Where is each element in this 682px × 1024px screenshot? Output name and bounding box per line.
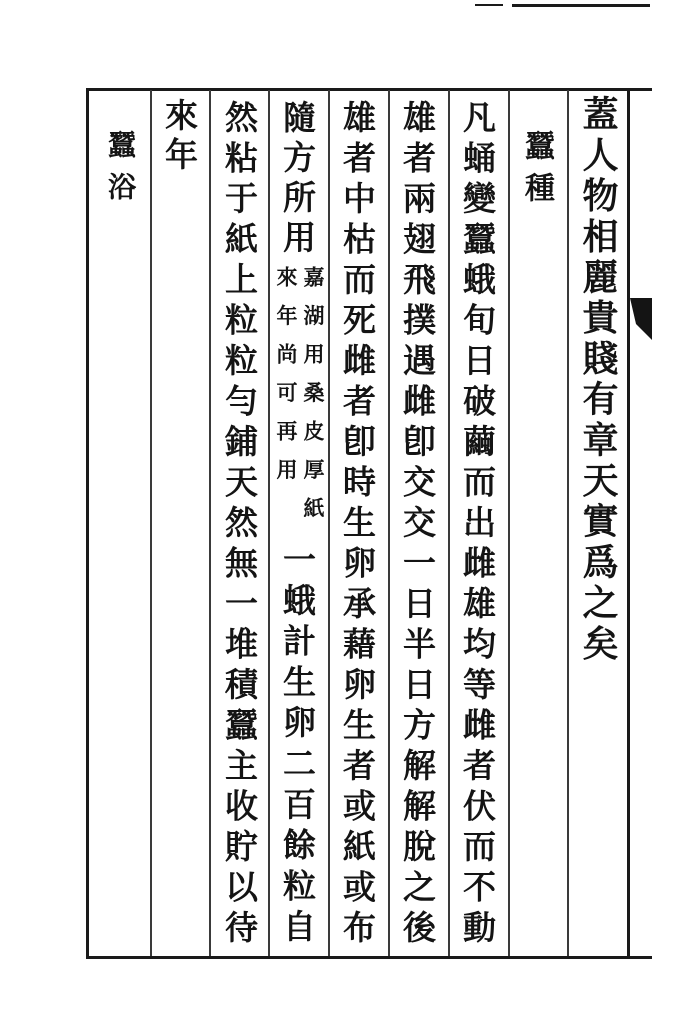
- annotation-note-left: 來年尚可再用: [274, 266, 299, 497]
- text-column-final: 來年: [160, 98, 199, 176]
- column-rule: [328, 90, 330, 956]
- page-frame-left: [86, 88, 89, 959]
- page-frame-center-fold: [627, 88, 630, 959]
- top-margin-mark-long: [512, 4, 650, 7]
- text-column: 雄者中枯而死雌者卽時生卵承藉卵生者或紙或布: [338, 100, 377, 951]
- text-column-closing-line: 蓋人物相麗貴賤有章天實爲之矣: [577, 95, 619, 665]
- text-column-before-note: 隨方所用: [278, 100, 317, 260]
- annotation-note-right: 嘉湖用桑皮厚紙: [301, 266, 326, 536]
- top-margin-mark-short: [475, 4, 503, 6]
- column-rule: [508, 90, 510, 956]
- section-heading-silkworm-bathing: 蠶浴: [104, 130, 137, 214]
- column-rule: [268, 90, 270, 956]
- column-rule: [209, 90, 211, 956]
- text-column: 雄者兩翅飛撲遇雌卽交交一日半日方解解脫之後: [398, 100, 437, 951]
- text-column-after-note: 一蛾計生卵二百餘粒自: [278, 542, 317, 950]
- fishtail-marker: [630, 296, 652, 342]
- page-frame-bottom: [86, 956, 652, 959]
- column-rule: [567, 90, 569, 956]
- section-heading-silkworm-eggs: 蠶種: [519, 130, 554, 214]
- text-column: 然粘于紙上粒粒勻鋪天然無一堆積蠶主收貯以待: [220, 100, 259, 951]
- column-rule: [388, 90, 390, 956]
- column-rule: [448, 90, 450, 956]
- column-rule: [150, 90, 152, 956]
- text-column: 凡蛹變蠶蛾旬日破繭而出雌雄均等雌者伏而不動: [458, 100, 497, 951]
